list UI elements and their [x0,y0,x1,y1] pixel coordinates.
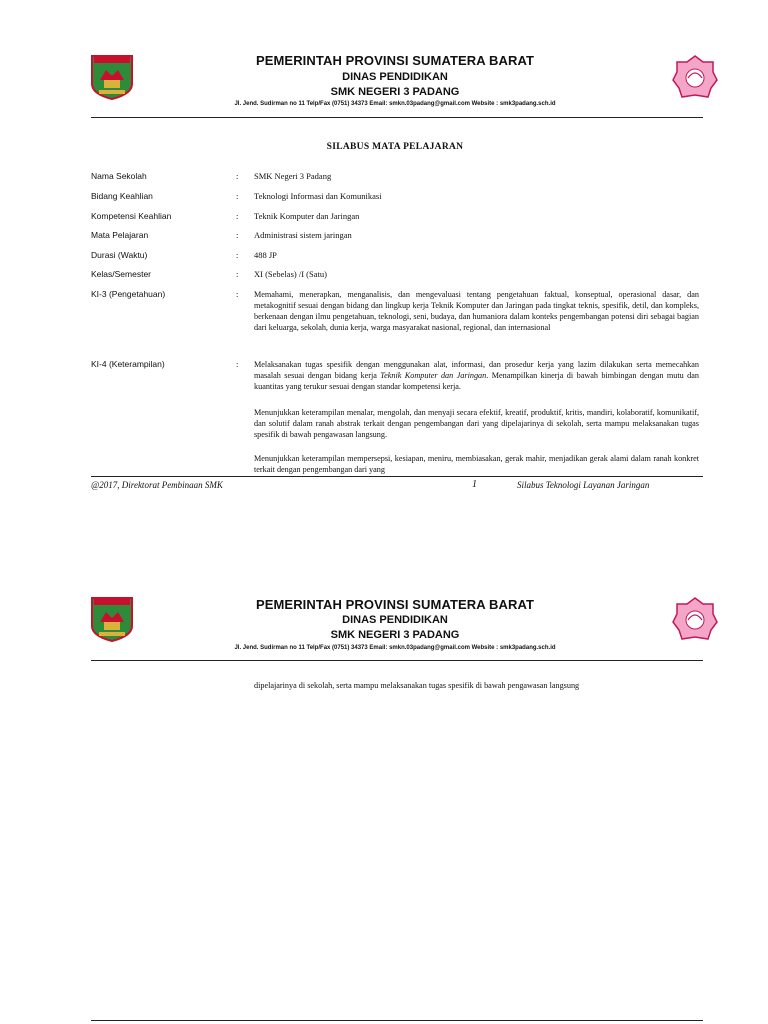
header-logo-left [90,54,134,100]
ki3-colon: : [236,289,239,299]
row-value: Teknologi Informasi dan Komunikasi [254,191,382,201]
doc-title: SILABUS MATA PELAJARAN [326,142,464,152]
footer-left: @2017, Direktorat Pembinaan SMK [91,480,223,490]
row-label: Kompetensi Keahlian [91,211,172,221]
footer-page-number: 1 [472,479,477,490]
row-value: Administrasi sistem jaringan [254,230,352,240]
row-label: Nama Sekolah [91,171,147,181]
row-colon: : [236,191,239,201]
row-colon: : [236,269,239,279]
ki3-text: Memahami, menerapkan, menganalisis, dan mengevaluasi tentang pengetahuan faktual, konseptual, operasional dasar, dan metakognitif sesuai dengan bidang dan lingkup kerja Teknik Komputer dan Jaringan pada tingkat teknis, spesifik, detil, dan kompleks, berkenaan dengan ilmu pengetahuan, teknologi, seni, budaya, dan humaniora dalam konteks pengembangan potensi diri sebagai bagian dari keluarga, sekolah, dunia kerja, warga masyarakat nasional, regional, dan internasional [254,290,699,332]
footer-rule [91,1020,703,1021]
header-line2: DINAS PENDIDIKAN [342,614,448,626]
header-rule [91,660,703,661]
header-logo-right [672,596,718,642]
ki4-p1-text-end: . Menampilkan kinerja di bawah bimbingan dengan mutu dan kuantitas yang terukur sesuai dengan standar kompetensi kerja. [254,371,700,391]
ki4-label: KI-4 (Keterampilan) [91,359,165,369]
header-line2: DINAS PENDIDIKAN [342,71,448,83]
header-line3: SMK NEGERI 3 PADANG [330,629,460,641]
row-value: Teknik Komputer dan Jaringan [254,211,360,221]
ki4-p1-italic: Teknik Komputer dan Jaringan [380,371,487,380]
ki4-p1-text: Melaksanakan tugas spesifik dengan menggunakan alat, informasi, dan prosedur kerja yang lazim dilakukan serta memecahkan masalah sesuai dengan bidang kerja [254,360,699,380]
header-address: Jl. Jend. Sudirman no 11 Telp/Fax (0751) 34373 Email: smkn.03padang@gmail.com Website : smk3padang.sch.id [234,101,556,107]
footer-right: Silabus Teknologi Layanan Jaringan [517,480,650,490]
header-rule [91,117,703,118]
row-value: 488 JP [254,250,277,260]
row-colon: : [236,230,239,240]
ki4-paragraph-2: Menunjukkan keterampilan menalar, mengolah, dan menyaji secara efektif, kreatif, produktif, kritis, mandiri, kolaboratif, komunikatif, dan solutif dalam ranah abstrak terkait dengan pengembangan dari yang dipelajarinya di sekolah, serta mampu melaksanakan tugas spesifik di bawah pengawasan langsung. [254,408,699,439]
ki4-colon: : [236,359,239,369]
row-label: Durasi (Waktu) [91,250,148,260]
header-logo-right [672,54,718,100]
row-label: Kelas/Semester [91,269,151,279]
header-logo-left [90,596,134,642]
ki4-paragraph-3: Menunjukkan keterampilan mempersepsi, kesiapan, meniru, membiasakan, gerak mahir, menjadikan gerak alami dalam ranah konkret terkait dengan pengembangan dari yang [254,454,699,474]
row-colon: : [236,171,239,181]
footer-rule [91,476,703,477]
row-value: XI (Sebelas) /I (Satu) [254,269,327,279]
row-colon: : [236,211,239,221]
header-address: Jl. Jend. Sudirman no 11 Telp/Fax (0751) 34373 Email: smkn.03padang@gmail.com Website : smk3padang.sch.id [234,645,556,651]
ki4-paragraph-3-continued: dipelajarinya di sekolah, serta mampu melaksanakan tugas spesifik di bawah pengawasan langsung [254,681,580,690]
ki4-paragraph-1 [254,359,699,392]
row-label: Mata Pelajaran [91,230,149,240]
header-line1: PEMERINTAH PROVINSI SUMATERA BARAT [255,597,535,612]
header-line1: PEMERINTAH PROVINSI SUMATERA BARAT [255,53,535,68]
header-line3: SMK NEGERI 3 PADANG [330,86,460,98]
row-label: Bidang Keahlian [91,191,153,201]
ki3-label: KI-3 (Pengetahuan) [91,289,166,299]
row-value: SMK Negeri 3 Padang [254,171,332,181]
ki4-paragraph-3-clip [254,453,699,475]
row-colon: : [236,250,239,260]
